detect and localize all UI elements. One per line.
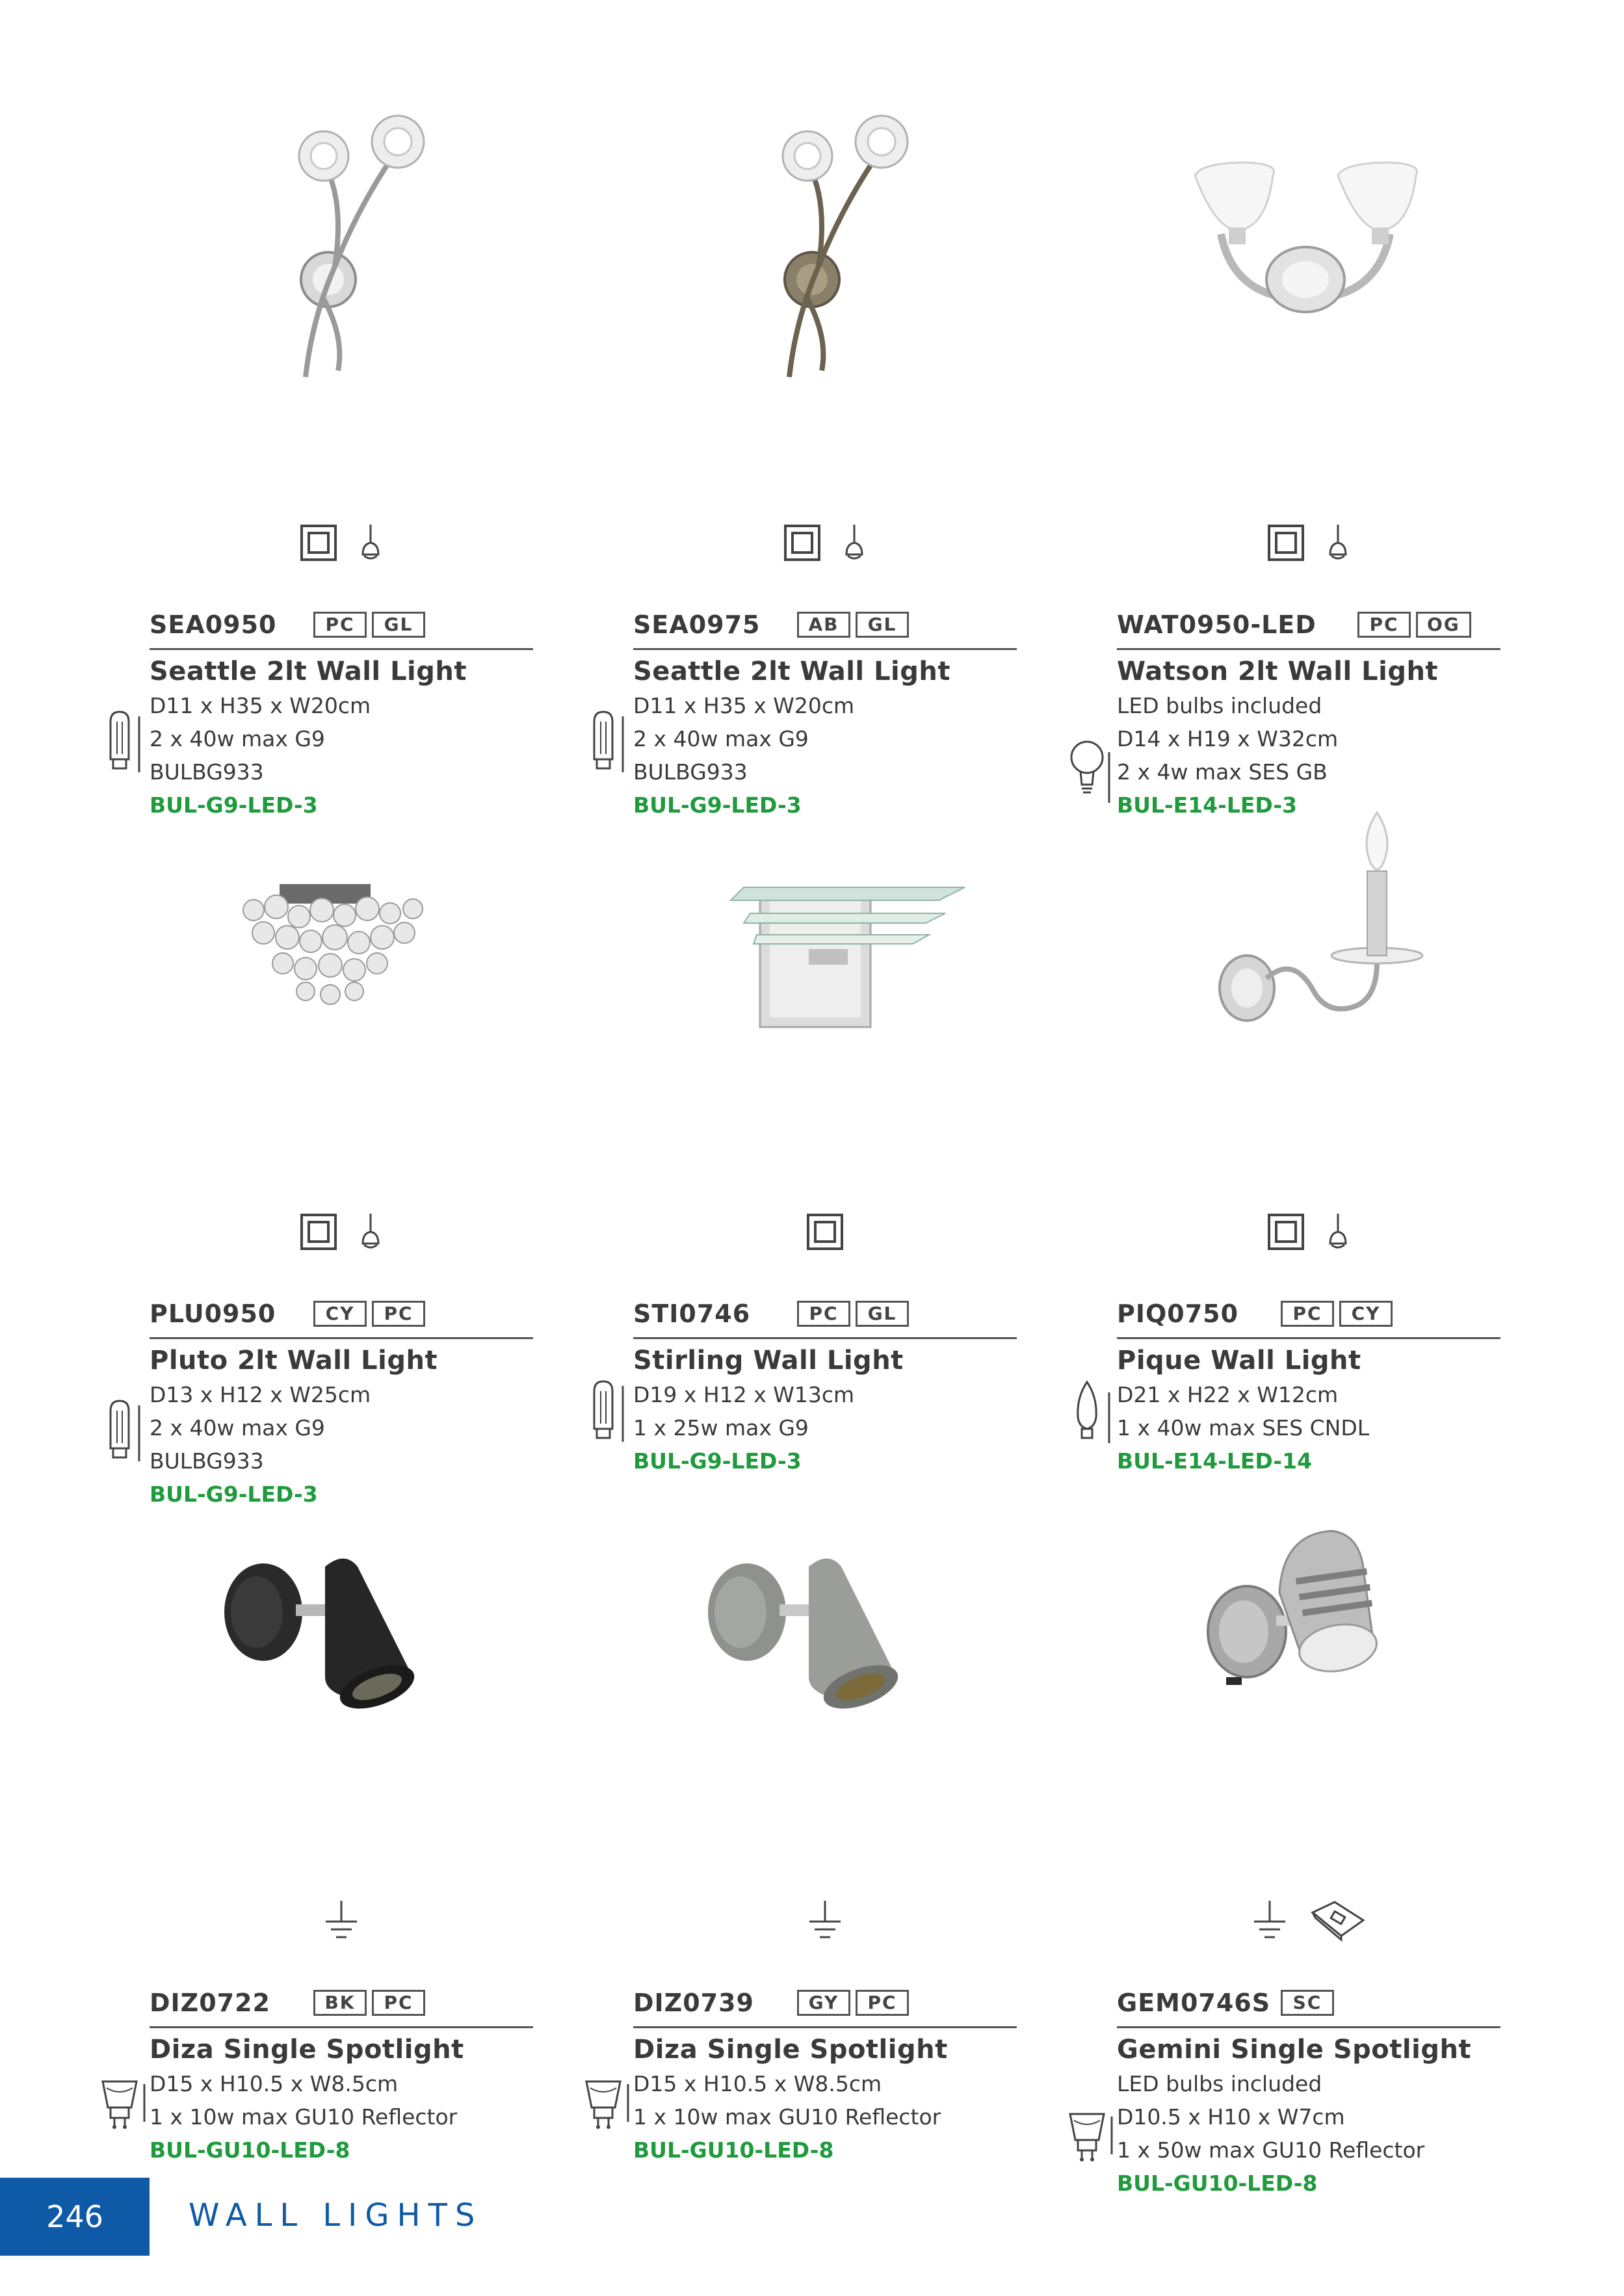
led-bulb-code: BUL-G9-LED-3 (150, 792, 318, 818)
spec-line: D21 x H22 x W12cm (1117, 1382, 1339, 1407)
product-code: SEA0950 (150, 610, 277, 639)
finish-badge: PC (856, 1990, 909, 2016)
product-code: WAT0950-LED (1117, 610, 1316, 639)
led-bulb-code: BUL-G9-LED-3 (150, 1481, 318, 1507)
class2-icon (299, 523, 338, 562)
spec-line: D19 x H12 x W13cm (633, 1382, 855, 1407)
spec-line: D11 x H35 x W20cm (150, 693, 371, 718)
product-code: DIZ0722 (150, 1988, 270, 2017)
spec-line: D10.5 x H10 x W7cm (1117, 2104, 1345, 2130)
code-row (633, 1294, 1017, 1339)
g9-capsule-icon (100, 1398, 150, 1469)
spec-line: D15 x H10.5 x W8.5cm (150, 2071, 399, 2096)
led-bulb-code: BUL-E14-LED-14 (1117, 1448, 1313, 1474)
seattle-chrome-wall-light-image (150, 104, 533, 410)
finish-badge: BK (313, 1990, 367, 2016)
spec-line: LED bulbs included (1117, 2071, 1322, 2096)
gu10-reflector-icon (584, 2074, 633, 2145)
gu10-reflector-icon (1067, 2106, 1117, 2178)
gemini-spotlight-image (1117, 1482, 1500, 1788)
pendant-bulb-icon (1325, 1212, 1351, 1251)
spec-line: LED bulbs included (1117, 693, 1322, 718)
finish-badge: CY (313, 1301, 367, 1327)
code-row (150, 1294, 533, 1339)
finish-badge: PC (1281, 1301, 1334, 1327)
product-code: DIZ0739 (633, 1988, 754, 2017)
class2-icon (805, 1212, 845, 1251)
product-name: Gemini Single Spotlight (1117, 2035, 1472, 2065)
finish-badges (797, 1990, 909, 2016)
product-info (1117, 605, 1500, 822)
finish-badge: GY (797, 1990, 850, 2016)
section-title: WALL LIGHTS (189, 2197, 483, 2234)
pendant-bulb-icon (358, 1212, 384, 1251)
spec-line: 1 x 10w max GU10 Reflector (150, 2104, 458, 2130)
product-info (150, 605, 533, 822)
g9-capsule-icon (584, 1378, 633, 1450)
product-photo (150, 1482, 533, 1788)
pendant-bulb-icon (358, 523, 384, 562)
product-code: PIQ0750 (1117, 1299, 1239, 1328)
pendant-bulb-icon (841, 523, 867, 562)
fixture-icons (150, 1209, 533, 1255)
watson-wall-light-image (1117, 104, 1500, 410)
product-photo (1117, 104, 1500, 410)
pique-wall-light-image (1117, 793, 1500, 1099)
product-name: Stirling Wall Light (633, 1346, 904, 1376)
product-photo (150, 793, 533, 1099)
led-bulb-code: BUL-E14-LED-3 (1117, 792, 1298, 818)
finish-badge: SC (1281, 1990, 1334, 2016)
spec-line: 2 x 4w max SES GB (1117, 759, 1328, 785)
code-row (1117, 605, 1500, 650)
finish-badges (313, 1301, 425, 1327)
product-info (633, 1294, 1017, 1478)
pluto-crystal-wall-light-image (150, 793, 533, 1099)
product-name: Seattle 2lt Wall Light (633, 657, 950, 686)
led-bulb-code: BUL-GU10-LED-8 (1117, 2171, 1318, 2196)
product-photo (1117, 793, 1500, 1099)
finish-badges (797, 612, 909, 638)
spec-line: D14 x H19 x W32cm (1117, 726, 1339, 751)
fixture-icons (1117, 520, 1500, 566)
earth-icon (805, 1898, 845, 1944)
product-photo (633, 1482, 1017, 1788)
product-photo (1117, 1482, 1500, 1788)
spec-line: 1 x 40w max SES CNDL (1117, 1415, 1370, 1441)
spec-line: BULBG933 (150, 759, 264, 785)
diza-grey-spotlight-image (633, 1482, 1017, 1788)
product-photo (150, 104, 533, 410)
product-code: SEA0975 (633, 610, 761, 639)
led-bulb-code: BUL-G9-LED-3 (633, 792, 802, 818)
class2-icon (1266, 1212, 1305, 1251)
code-row (1117, 1983, 1500, 2028)
seattle-antique-brass-wall-light-image (633, 104, 1017, 410)
led-bulb-code: BUL-GU10-LED-8 (150, 2137, 350, 2163)
pendant-bulb-icon (1325, 523, 1351, 562)
product-specs (633, 2067, 1017, 2167)
product-specs (150, 2067, 533, 2167)
finish-badge: PC (1357, 612, 1411, 638)
finish-badge: GL (372, 612, 425, 638)
spec-line: 2 x 40w max G9 (633, 726, 809, 751)
finish-badge: AB (797, 612, 850, 638)
code-row (633, 1983, 1017, 2028)
earth-icon (1250, 1898, 1289, 1944)
spec-line: D15 x H10.5 x W8.5cm (633, 2071, 882, 2096)
product-info (633, 1983, 1017, 2167)
fixture-icons (1117, 1898, 1500, 1944)
product-photo (633, 104, 1017, 410)
code-row (150, 1983, 533, 2028)
finish-badges (1281, 1301, 1393, 1327)
product-code: STI0746 (633, 1299, 751, 1328)
product-info (150, 1983, 533, 2167)
code-row (1117, 1294, 1500, 1339)
product-specs (1117, 1378, 1500, 1478)
finish-badge: PC (313, 612, 367, 638)
spec-line: BULBG933 (633, 759, 748, 785)
led-bulb-code: BUL-G9-LED-3 (633, 1448, 802, 1474)
earth-icon (322, 1898, 361, 1944)
code-row (150, 605, 533, 650)
gu10-reflector-icon (100, 2074, 150, 2145)
spec-line: D11 x H35 x W20cm (633, 693, 855, 718)
spec-line: 2 x 40w max G9 (150, 726, 325, 751)
finish-badges (313, 1990, 425, 2016)
product-info (150, 1294, 533, 1511)
spec-line: BULBG933 (150, 1448, 264, 1474)
fixture-icons (633, 520, 1017, 566)
switch-icon (1309, 1898, 1367, 1944)
page-number: 246 (46, 2199, 103, 2234)
finish-badge: OG (1416, 612, 1471, 638)
product-name: Seattle 2lt Wall Light (150, 657, 467, 686)
page-number-block (0, 2178, 150, 2256)
finish-badge: PC (372, 1301, 425, 1327)
class2-icon (299, 1212, 338, 1251)
fixture-icons (633, 1898, 1017, 1944)
fixture-icons (633, 1209, 1017, 1255)
golf-ball-bulb-icon (1067, 738, 1117, 809)
spec-line: D13 x H12 x W25cm (150, 1382, 371, 1407)
product-info (1117, 1294, 1500, 1478)
code-row (633, 605, 1017, 650)
finish-badge: GL (856, 1301, 909, 1327)
spec-line: 2 x 40w max G9 (150, 1415, 325, 1441)
product-code: GEM0746S (1117, 1988, 1271, 2017)
g9-capsule-icon (100, 709, 150, 780)
product-name: Diza Single Spotlight (633, 2035, 948, 2065)
spec-line: 1 x 25w max G9 (633, 1415, 809, 1441)
finish-badge: PC (797, 1301, 850, 1327)
product-photo (633, 793, 1017, 1099)
product-name: Pique Wall Light (1117, 1346, 1361, 1376)
product-code: PLU0950 (150, 1299, 276, 1328)
product-specs (633, 1378, 1017, 1478)
finish-badges (797, 1301, 909, 1327)
finish-badges (1357, 612, 1471, 638)
finish-badges (1281, 1990, 1334, 2016)
product-name: Watson 2lt Wall Light (1117, 657, 1439, 686)
fixture-icons (150, 1898, 533, 1944)
class2-icon (1266, 523, 1305, 562)
product-specs (1117, 2067, 1500, 2200)
finish-badge: CY (1339, 1301, 1393, 1327)
stirling-wall-light-image (633, 793, 1017, 1099)
product-name: Diza Single Spotlight (150, 2035, 464, 2065)
finish-badge: PC (372, 1990, 425, 2016)
product-info (633, 605, 1017, 822)
fixture-icons (1117, 1209, 1500, 1255)
finish-badge: GL (856, 612, 909, 638)
spec-line: 1 x 10w max GU10 Reflector (633, 2104, 941, 2130)
led-bulb-code: BUL-GU10-LED-8 (633, 2137, 834, 2163)
product-name: Pluto 2lt Wall Light (150, 1346, 438, 1376)
fixture-icons (150, 520, 533, 566)
product-info (1117, 1983, 1500, 2200)
class2-icon (783, 523, 822, 562)
g9-capsule-icon (584, 709, 633, 780)
finish-badges (313, 612, 425, 638)
diza-black-spotlight-image (150, 1482, 533, 1788)
spec-line: 1 x 50w max GU10 Reflector (1117, 2137, 1425, 2163)
candle-bulb-icon (1067, 1378, 1117, 1450)
